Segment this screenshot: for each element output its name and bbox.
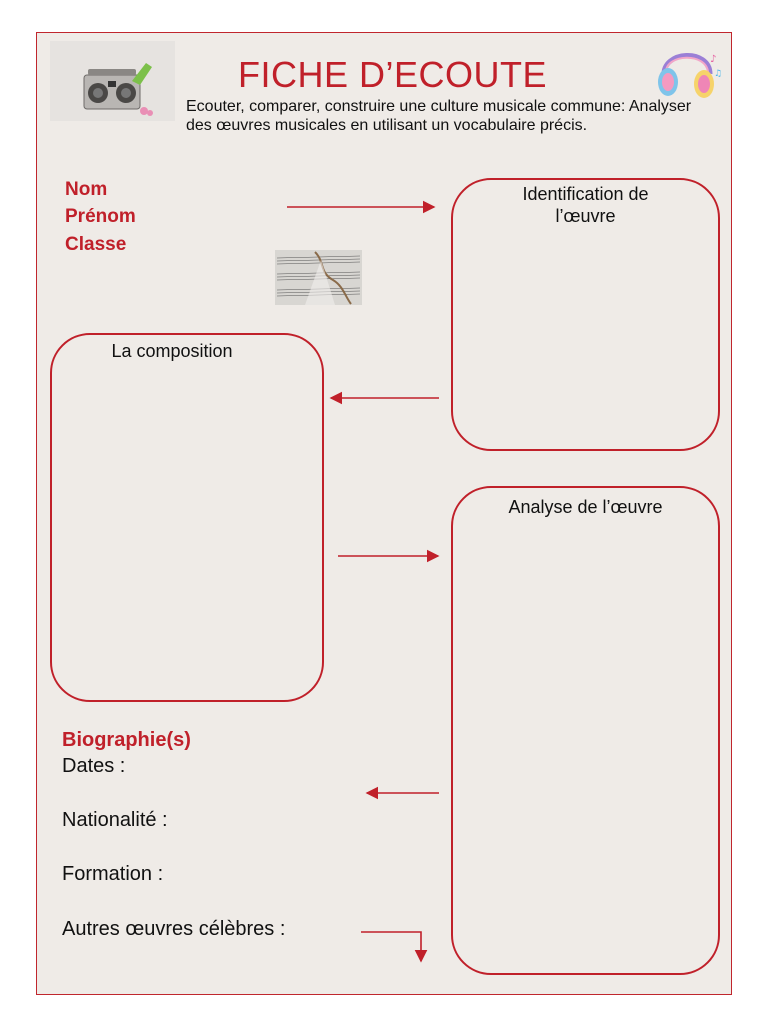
classe-label: Classe <box>65 234 127 255</box>
page-title: FICHE D’ECOUTE <box>238 54 548 95</box>
page-subtitle: Ecouter, comparer, construire une culture musicale commune: Analyser des œuvres musicales en utilisant un vocabulaire précis. <box>186 98 692 134</box>
svg-text:♪: ♪ <box>710 54 717 65</box>
dates-label: Dates : <box>62 755 126 777</box>
analyse-title: Analyse de l’œuvre <box>508 497 663 517</box>
svg-text:♫: ♫ <box>714 69 722 79</box>
autres-oeuvres-label: Autres œuvres célèbres : <box>62 918 286 940</box>
prenom-label: Prénom <box>65 206 136 227</box>
biography-heading: Biographie(s) <box>62 729 191 751</box>
formation-label: Formation : <box>62 863 164 885</box>
nationalite-label: Nationalité : <box>62 809 168 831</box>
nom-label: Nom <box>65 179 108 200</box>
composition-title: La composition <box>111 341 233 361</box>
identification-title-line1: Identification de <box>522 184 649 204</box>
arrow-autres-down <box>361 932 421 961</box>
identification-title-line2: l’œuvre <box>555 206 616 226</box>
